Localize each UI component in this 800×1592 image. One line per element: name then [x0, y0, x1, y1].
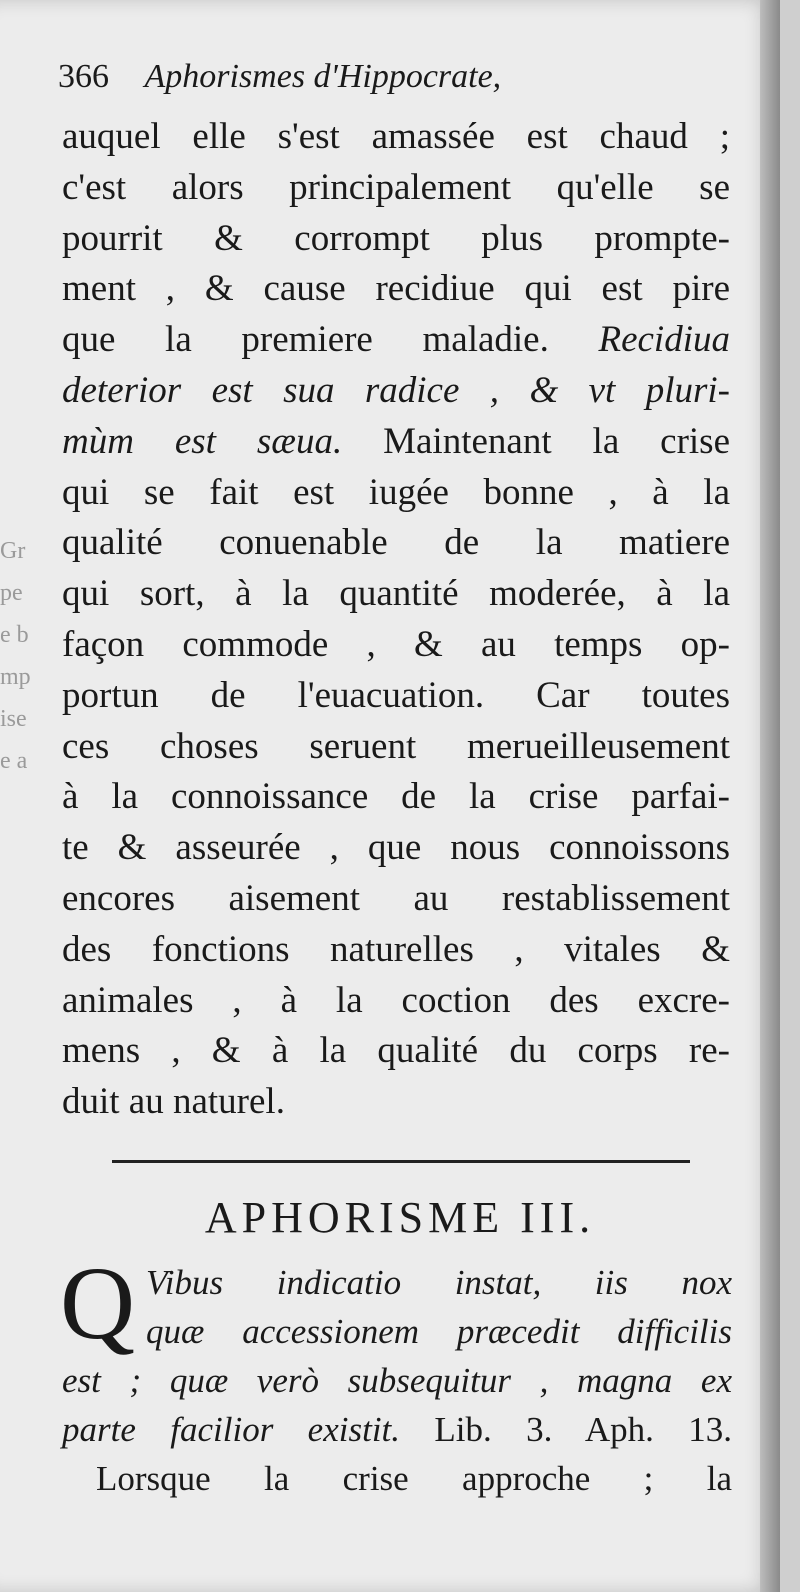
aphorism-line — [62, 1405, 732, 1454]
text-line — [62, 671, 730, 722]
citation: Lib. 3. Aph. 13. — [434, 1410, 733, 1449]
bleed-through-text — [0, 530, 40, 790]
text-line — [62, 264, 730, 315]
bleed-line: Gr — [0, 538, 26, 564]
aphorism-title: APHORISME III. — [204, 1193, 596, 1242]
text-line — [62, 823, 730, 874]
bleed-line: e a — [0, 748, 28, 774]
text-span: te & asseurée , que nous connoissons — [62, 827, 730, 869]
text-span: que la premiere maladie. — [62, 319, 599, 361]
text-line — [62, 976, 730, 1027]
aphorism-line: est ; quæ verò subsequitur , magna ex — [62, 1361, 732, 1400]
text-line — [62, 366, 730, 417]
section-divider — [112, 1160, 690, 1163]
text-line — [62, 772, 730, 823]
latin-text: parte facilior existit. — [62, 1410, 401, 1449]
bleed-line: ise — [0, 706, 27, 732]
text-span: ment , & cause recidiue qui est pire — [62, 268, 730, 310]
text-span: ces choses seruent merueilleusement — [62, 725, 730, 767]
page-number: 366 — [58, 58, 109, 95]
text-span: encores aisement au restablissement — [62, 877, 730, 919]
text-span: façon commode , & au temps op- — [62, 623, 730, 665]
latin-text: Recidiua — [598, 319, 730, 361]
text-line — [62, 518, 730, 569]
text-span: animales , à la coction des excre- — [62, 979, 730, 1021]
bleed-line: mp — [0, 664, 31, 690]
aphorism-line: Vibus indicatio instat, iis nox — [146, 1263, 732, 1302]
bleed-line: e b — [0, 622, 29, 648]
page-edge — [760, 0, 780, 1592]
text-line — [62, 722, 730, 773]
text-span: pourrit & corrompt plus prompte- — [62, 217, 730, 259]
aphorism-block — [60, 1246, 733, 1503]
latin-text: mùm est sæua. — [62, 420, 343, 462]
text-span: qualité conuenable de la matiere — [62, 522, 730, 564]
text-line — [62, 925, 730, 976]
text-span: à la connoissance de la crise parfai- — [62, 776, 730, 818]
text-span: Maintenant la crise — [342, 420, 730, 462]
text-line — [62, 214, 730, 265]
text-line — [62, 620, 730, 671]
text-span: portun de l'euacuation. Car toutes — [62, 674, 730, 716]
aphorism-line: quæ accessionem præcedit difficilis — [146, 1312, 732, 1351]
text-line — [62, 112, 730, 163]
text-line — [62, 874, 730, 925]
text-span: qui sort, à la quantité moderée, à la — [62, 573, 730, 615]
text-span: des fonctions naturelles , vitales & — [62, 928, 730, 970]
running-header — [58, 58, 738, 96]
text-span: duit au naturel. — [62, 1081, 285, 1123]
text-span: auquel elle s'est amassée est chaud ; — [62, 116, 730, 157]
body-text — [62, 112, 730, 1128]
text-line — [62, 1077, 730, 1128]
text-span: mens , & à la qualité du corps re- — [62, 1030, 730, 1072]
text-span: c'est alors principalement qu'elle se — [62, 166, 730, 208]
text-span: qui se fait est iugée bonne , à la — [62, 471, 730, 513]
aphorism-line: Lorsque la crise approche ; la — [96, 1459, 732, 1498]
text-line — [62, 163, 730, 214]
drop-cap: Q — [60, 1246, 136, 1361]
bleed-line: pe — [0, 580, 23, 606]
running-title: Aphorismes d'Hippocrate, — [144, 58, 502, 95]
text-line — [62, 468, 730, 519]
text-line — [62, 569, 730, 620]
text-line — [62, 417, 730, 468]
text-line — [62, 315, 730, 366]
latin-text: deterior est sua radice , & vt pluri- — [62, 369, 730, 411]
text-line — [62, 1026, 730, 1077]
